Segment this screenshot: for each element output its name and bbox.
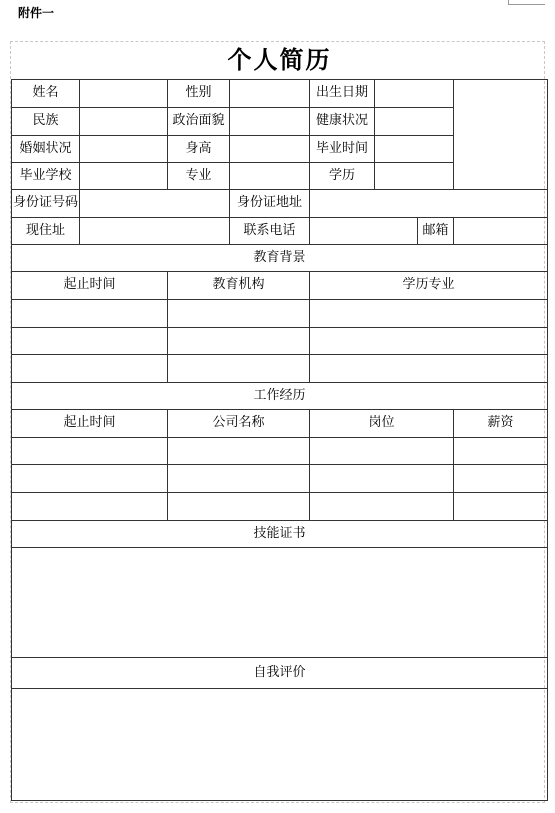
education-section-title: 教育背景 [12,244,548,271]
label-height: 身高 [168,135,230,162]
work-cell-period[interactable] [12,464,168,492]
label-school: 毕业学校 [12,162,80,189]
self-evaluation-content[interactable] [12,688,548,800]
certificates-content[interactable] [12,547,548,657]
work-header-company: 公司名称 [168,409,310,437]
education-cell-period[interactable] [12,299,168,327]
label-phone: 联系电话 [230,217,310,244]
education-cell-degree-major[interactable] [310,354,548,382]
field-name[interactable] [80,79,168,107]
work-cell-salary[interactable] [454,437,548,464]
self-evaluation-section-title: 自我评价 [12,657,548,688]
work-cell-company[interactable] [168,464,310,492]
education-header-period: 起止时间 [12,271,168,299]
field-major[interactable] [230,162,310,189]
field-school[interactable] [80,162,168,189]
education-cell-degree-major[interactable] [310,299,548,327]
resume-table [11,42,548,801]
label-ethnicity: 民族 [12,107,80,135]
education-cell-institution[interactable] [168,299,310,327]
label-political-status: 政治面貌 [168,107,230,135]
field-marital-status[interactable] [80,135,168,162]
field-gender[interactable] [230,79,310,107]
label-current-address: 现住址 [12,217,80,244]
field-id-number[interactable] [80,189,230,217]
label-marital-status: 婚姻状况 [12,135,80,162]
work-cell-period[interactable] [12,492,168,520]
label-degree: 学历 [310,162,375,189]
photo-cell[interactable] [454,79,548,189]
field-current-address[interactable] [80,217,230,244]
label-id-number: 身份证号码 [12,189,80,217]
label-gender: 性别 [168,79,230,107]
work-cell-salary[interactable] [454,492,548,520]
field-birth-date[interactable] [375,79,454,107]
page-corner-mark [508,0,545,5]
work-cell-position[interactable] [310,437,454,464]
work-section-title: 工作经历 [12,382,548,409]
field-health[interactable] [375,107,454,135]
field-phone[interactable] [310,217,418,244]
label-health: 健康状况 [310,107,375,135]
label-birth-date: 出生日期 [310,79,375,107]
field-political-status[interactable] [230,107,310,135]
work-cell-period[interactable] [12,437,168,464]
work-cell-company[interactable] [168,492,310,520]
work-header-position: 岗位 [310,409,454,437]
education-cell-degree-major[interactable] [310,327,548,354]
field-id-address[interactable] [310,189,548,217]
education-cell-institution[interactable] [168,327,310,354]
work-header-salary: 薪资 [454,409,548,437]
work-header-period: 起止时间 [12,409,168,437]
field-degree[interactable] [375,162,454,189]
field-height[interactable] [230,135,310,162]
field-email[interactable] [454,217,548,244]
certificates-section-title: 技能证书 [12,520,548,547]
field-ethnicity[interactable] [80,107,168,135]
field-graduation-time[interactable] [375,135,454,162]
work-cell-position[interactable] [310,492,454,520]
education-cell-institution[interactable] [168,354,310,382]
label-major: 专业 [168,162,230,189]
label-id-address: 身份证地址 [230,189,310,217]
education-header-degree-major: 学历专业 [310,271,548,299]
label-email: 邮箱 [418,217,454,244]
label-name: 姓名 [12,79,80,107]
resume-title: 个人简历 [12,42,548,79]
education-header-institution: 教育机构 [168,271,310,299]
education-cell-period[interactable] [12,354,168,382]
education-cell-period[interactable] [12,327,168,354]
attachment-label: 附件一 [18,6,55,20]
work-cell-salary[interactable] [454,464,548,492]
work-cell-company[interactable] [168,437,310,464]
label-graduation-time: 毕业时间 [310,135,375,162]
work-cell-position[interactable] [310,464,454,492]
